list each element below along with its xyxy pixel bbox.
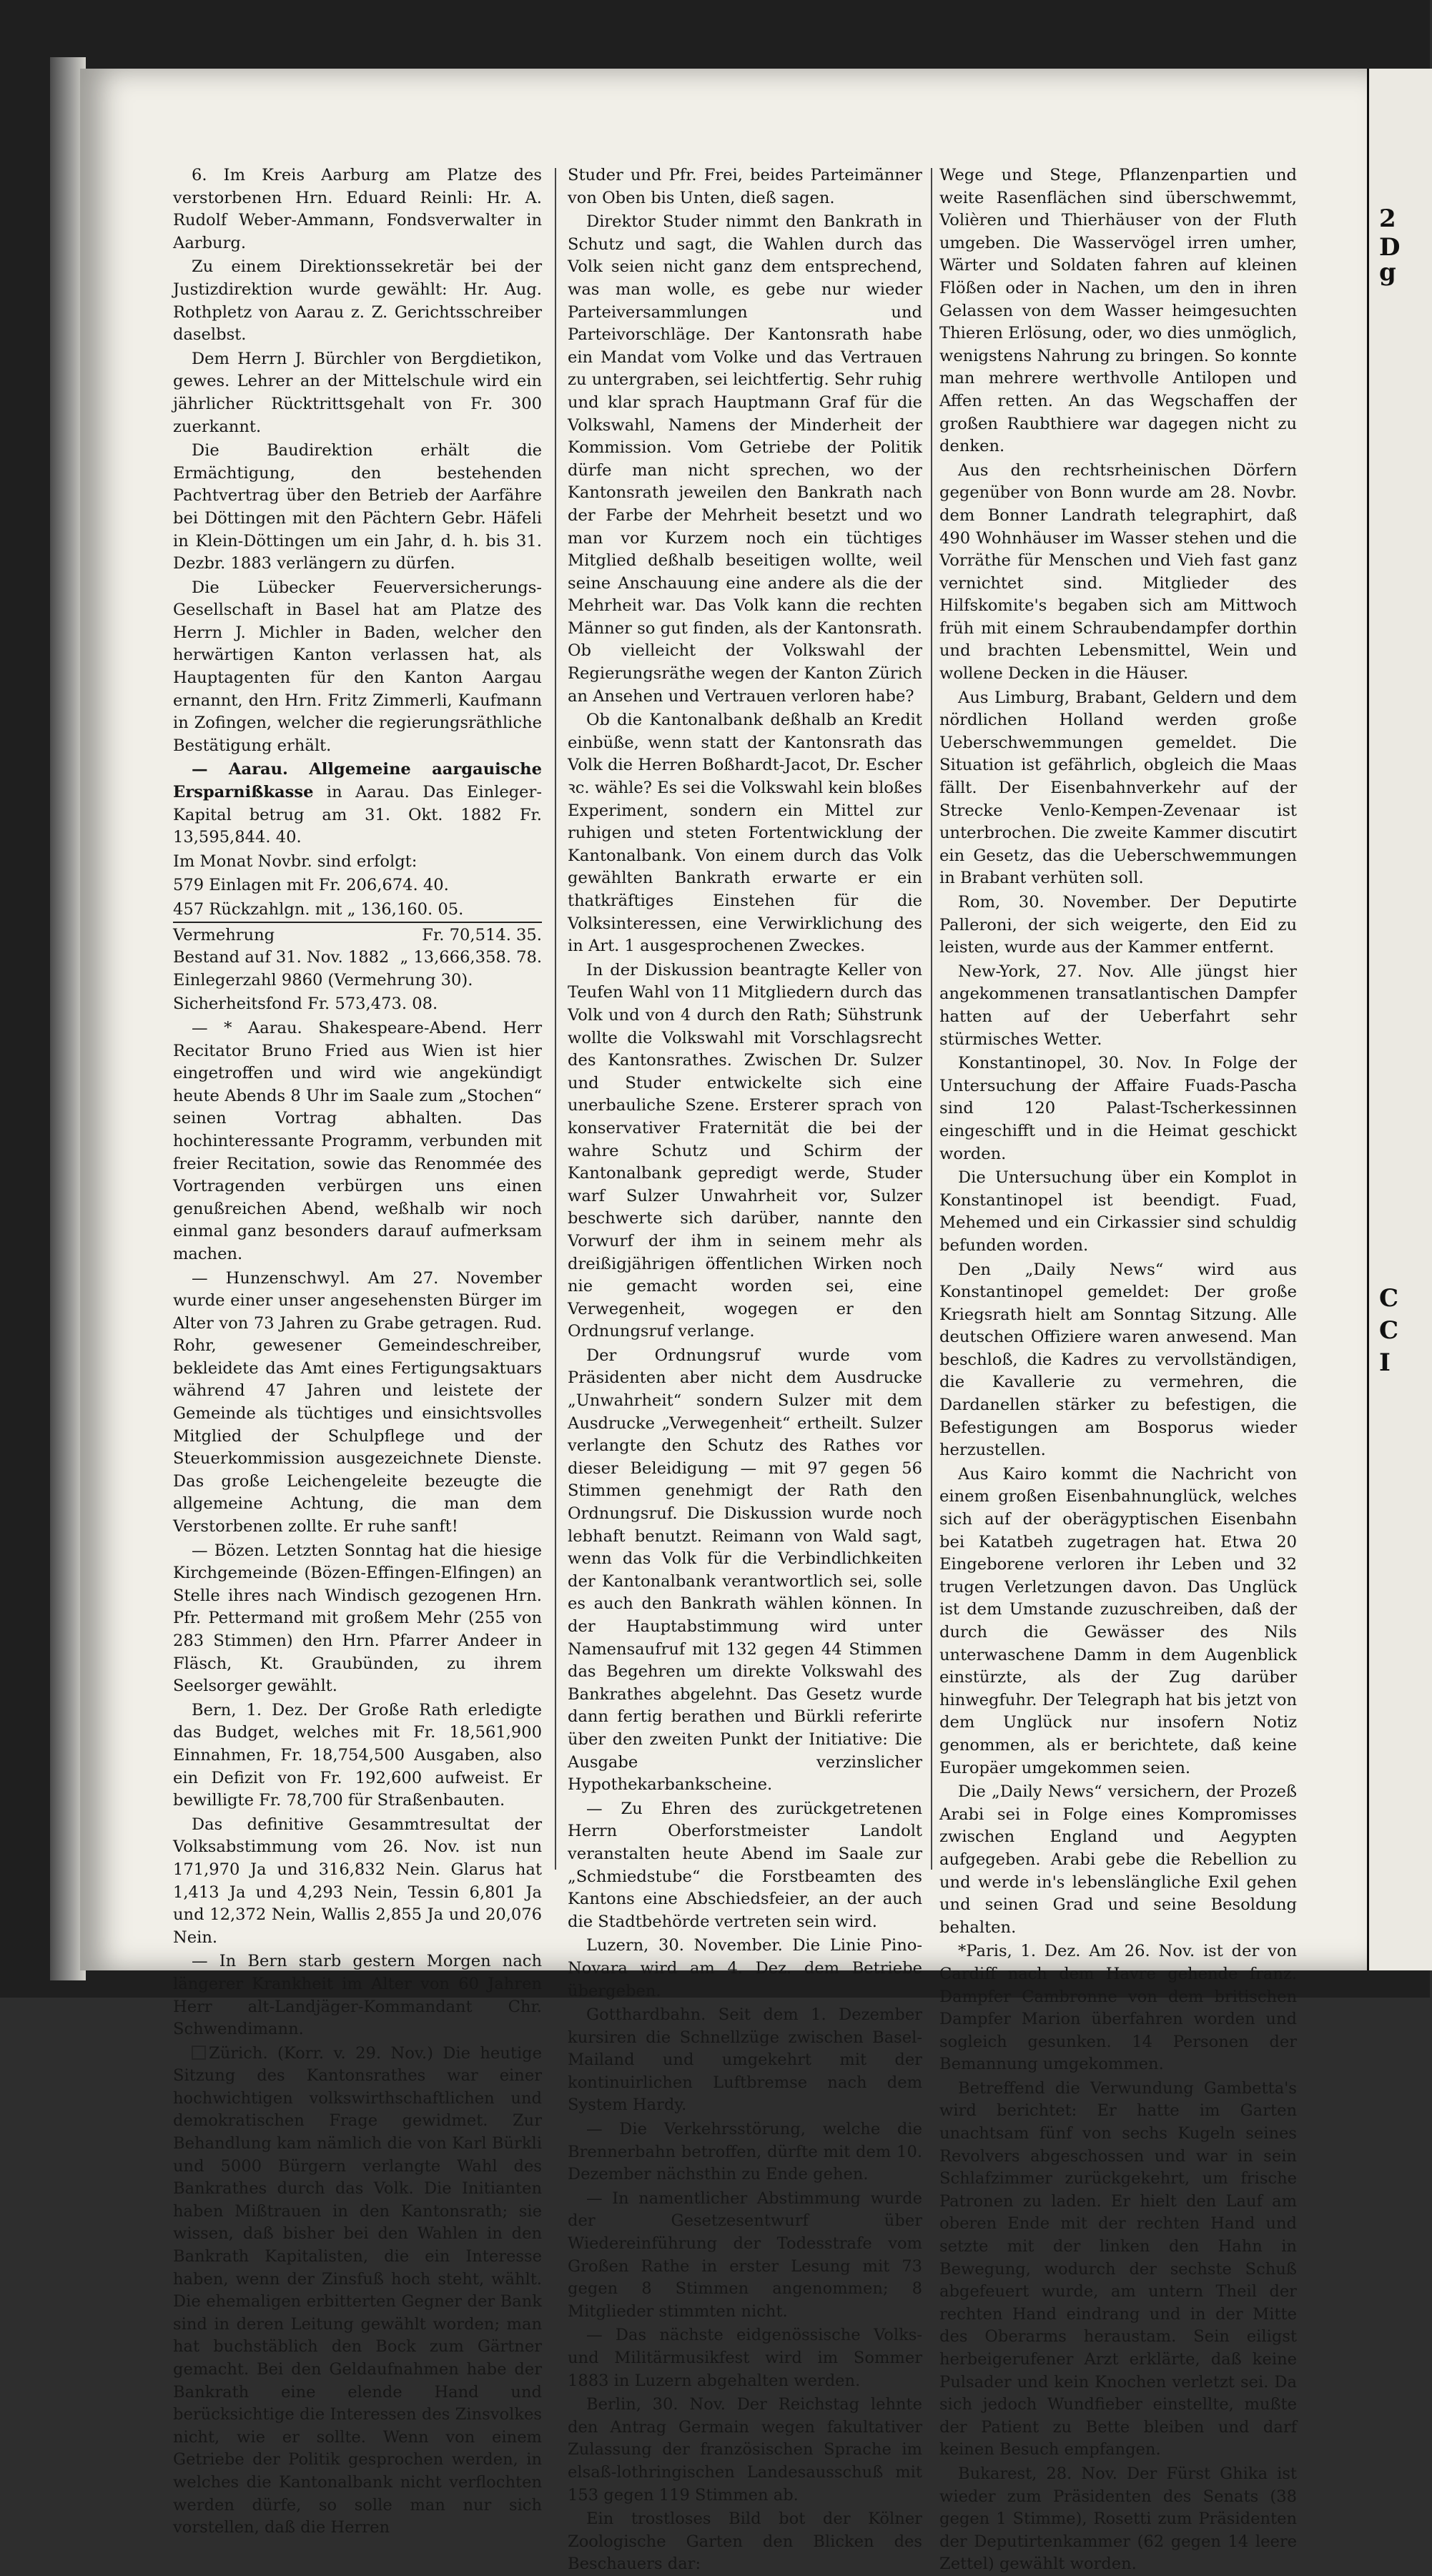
article-paragraph: Betreffend die Verwundung Gambetta's wird berichtet: Er hatte im Garten unachtsam fünf von sechs Kugeln seines Revolvers abgeschossen und war in sein Schlafzimmer zurückgekehrt, um frische Patronen zu laden. Er hielt den Lauf am oberen Ende mit der rechten Hand und setzte mit der linken den Hahn in Bewegung, wodurch der sechste Schuß abgefeuert wurde, am untern Theil der rechten Hand eindrang und in der Mitte des Oberarms heraustam. Sein eiligst herbeigerufener Arzt erklärte, daß keine Pulsader und kein Knochen verletzt sei. Da sich jedoch Wundfieber einstellte, mußte der Patient zu Bette bleiben und darf keinen Besuch empfangen. xyxy=(939,2078,1297,2459)
article-paragraph: New-York, 27. Nov. Alle jüngst hier angekommenen transatlantischen Dampfer hatten auf der Ueberfahrt sehr stürmisches Wetter. xyxy=(939,962,1297,1049)
article-paragraph: Dem Herrn J. Bürchler von Bergdietikon, gewes. Lehrer an der Mittelschule wird ein jährlicher Rücktrittsgehalt von Fr. 300 zuerkannt. xyxy=(173,349,542,436)
article-paragraph: — Die Verkehrsstörung, welche die Brennerbahn betroffen, dürfte mit dem 10. Dezember nächsthin zu Ende gehen. xyxy=(568,2120,922,2184)
article-paragraph: Rom, 30. November. Der Deputirte Palleroni, der sich weigerte, den Eid zu leisten, wurde aus der Kammer entfernt. xyxy=(939,893,1297,957)
article-text: Zürich. (Korr. v. 29. Nov.) Die heutige Sitzung des Kantonsrathes war einer hochwichtigen volkswirthschaftlichen und demokratischen Frage gewidmet. Zur Behandlung kam nämlich die von Karl Bürkli und 5000 Bürgern verlangte Wahl des Bankrathes durch das Volk. Die Initianten haben Mißtrauen in den Kantonsrath; sie wissen, daß bisher bei den Wahlen in den Bankrath Kapitalisten, die ein Interesse haben, wenn der Zinsfuß hoch steht, wählt. Die ehemaligen erbitterten Gegner der Bank sind in deren Leitung gewählt worden; man hat buchstäblich den Bock zum Gärtner gemacht. Bei den Geldaufnahmen habe der Bankrath eine elende Hand und berücksichtige die Interessen des Zinsvolkes nicht, wie er sollte. Wenn von einem Getriebe der Politik gesprochen werden, in welches die Kantonalbank nicht verflochten werden dürfe, so solle man nur sich vorstellen, daß die Herren xyxy=(173,2043,542,2537)
article-paragraph: — * Aarau. Shakespeare-Abend. Herr Recitator Bruno Fried aus Wien ist hier eingetroffen und wird wie angekündigt heute Abends 8 Uhr im Saale zum „Stochen“ seinen Vortrag abhalten. Das hochinteressante Programm, verbunden mit freier Recitation, sowie das Renommée des Vortragenden verbürgen uns einen genußreichen Abend, weßhalb wir noch einmal ganz besonders darauf aufmerksam machen. xyxy=(173,1018,542,1263)
savings-report xyxy=(173,759,542,849)
column-rule xyxy=(555,168,556,1870)
article-paragraph: *Paris, 1. Dez. Am 26. Nov. ist der von Cardiff nach dem Havre gehende franz. Dampfer Cambronne von dem britischen Dampfer Marion überfahren worden und sogleich gesunken. 14 Personen der Bemannung umgekommen. xyxy=(939,1942,1297,2074)
article-paragraph: Zu einem Direktionssekretär bei der Justizdirektion wurde gewählt: Hr. Aug. Rothpletz von Aarau z. Z. Gerichtsschreiber daselbst. xyxy=(173,257,542,345)
article-paragraph: Bukarest, 28. Nov. Der Fürst Ghika ist wieder zum Präsidenten des Senats (38 gegen 1 Stimme), Rosetti zum Präsidenten der Deputirtenkammer (62 gegen 14 leere Zettel) gewählt worden. xyxy=(939,2464,1297,2574)
article-paragraph: Die Lübecker Feuerversicherungs-Gesellschaft in Basel hat am Platze des Herrn J. Michler in Baden, welcher den herwärtigen Kanton verlassen hat, als Hauptagenten für den Kanton Aargau ernannt, den Hrn. Fritz Zimmerli, Kaufmann in Zofingen, welcher die regierungsräthliche Bestätigung erhält. xyxy=(173,578,542,755)
article-paragraph: Luzern, 30. November. Die Linie Pino-Novara wird am 4. Dez. dem Betriebe übergeben. xyxy=(568,1936,922,2000)
savings-row xyxy=(173,947,542,969)
section-box-icon xyxy=(192,2045,206,2060)
article-paragraph: 6. Im Kreis Aarburg am Platze des verstorbenen Hrn. Eduard Reinli: Hr. A. Rudolf Weber-Ammann, Fondsverwalter in Aarburg. xyxy=(173,166,542,252)
article-paragraph: — Hunzenschwyl. Am 27. November wurde einer unser angesehensten Bürger im Alter von 73 Jahren zu Grabe getragen. Rud. Rohr, gewesener Gemeindeschreiber, bekleidete das Amt eines Fertigungsaktuars während 47 Jahren und leistete der Gemeinde als tüchtiges und einsichtsvolles Mitglied der Schulpflege und der Steuerkommission ausgezeichnete Dienste. Das große Leichengeleite bezeugte die allgemeine Achtung, die man dem Verstorbenen zollte. Er ruhe sanft! xyxy=(173,1268,542,1536)
savings-subhead: Im Monat Novbr. sind erfolgt: xyxy=(173,852,418,871)
article-paragraph: Ob die Kantonalbank deßhalb an Kredit einbüße, wenn statt der Kantonsrath das Volk die Herren Boßhardt-Jacot, Dr. Escher ꝛc. wähle? Es sei die Volkswahl kein bloßes Experiment, sondern ein Mittel zur ruhigen und steten Fortentwicklung der Kantonalbank. Von einem durch das Volk gewählten Bankrath erwarte er ein thatkräftiges Einstehen für die Volksinteressen, eine Verwirklichung des in Art. 1 ausgesprochenen Zweckes. xyxy=(568,711,922,956)
savings-value: Fr. 13,595,844. 40. xyxy=(173,805,542,847)
article-paragraph: Die Untersuchung über ein Komplot in Konstantinopel ist beendigt. Fuad, Mehemed und ein Cirkassier sind schuldig befunden worden. xyxy=(939,1168,1297,1255)
article-paragraph: Bern, 1. Dez. Der Große Rath erledigte das Budget, welches mit Fr. 18,561,900 Einnahmen, Fr. 18,754,500 Ausgaben, also ein Defizit von Fr. 192,600 aufweist. Er bewilligte Fr. 78,700 für Straßenbauten. xyxy=(173,1700,542,1810)
adjacent-page-strip: 2 D g C C I xyxy=(1367,69,1432,1970)
savings-heading: — Aarau. Allgemeine aargauische Ersparnißkasse xyxy=(173,760,542,802)
article-paragraph: Konstantinopel, 30. Nov. In Folge der Untersuchung der Affaire Fuads-Pascha sind 120 Palast-Tscherkessinnen eingeschifft und in die Heimat geschickt worden. xyxy=(939,1054,1297,1163)
article-paragraph: Aus den rechtsrheinischen Dörfern gegenüber von Bonn wurde am 28. Novbr. dem Bonner Landrath telegraphirt, daß 490 Wohnhäuser im Wasser stehen und die Vorräthe für Menschen und Vieh fast ganz vernichtet sind. Mitglieder des Hilfskomite's begaben sich am Mittwoch früh mit einem Schraubendampfer dorthin und brachten Lebensmittel, Wein und wollene Decken in die Häuser. xyxy=(939,460,1297,684)
article-paragraph: Studer und Pfr. Frei, beides Parteimänner von Oben bis Unten, dieß sagen. xyxy=(568,166,922,207)
column-1 xyxy=(173,164,542,2537)
article-paragraph: Direktor Studer nimmt den Bankrath in Schutz und sagt, die Wahlen durch das Volk seien nicht ganz dem entsprechend, was man wolle, es gebe nur wieder Parteiversammlungen und Parteivorschläge. Der Kantonsrath habe ein Mandat vom Volke und das Vertrauen zu untergraben, sei leichtfertig. Sehr ruhig und klar sprach Hauptmann Graf für die Volkswahl, Namens der Minderheit der Kommission. Vom Getriebe der Politik dürfe man nicht sprechen, wo der Kantonsrath jeweilen den Bankrath nach der Farbe der Mehrheit besetzt und wo man vor Kurzem noch ein tüchtiges Mitglied deßhalb beseitigen wollte, weil seine Anschauung eine andere als die der Mehrheit war. Das Volk kann die rechten Männer so gut finden, als der Kantonsrath. Ob vielleicht der Volkswahl der Regierungsräthe wegen der Kanton Zürich an Ansehen und Vertrauen verloren habe? xyxy=(568,212,922,706)
column-rule xyxy=(931,168,932,1870)
article-paragraph: Den „Daily News“ wird aus Konstantinopel gemeldet: Der große Kriegsrath hielt am Sonntag Sitzung. Alle deutschen Offiziere waren anwesend. Man beschloß, die Kadres zu vervollständigen, die Kavallerie zu vermehren, die Dardanellen stärker zu befestigen, die Befestigungen am Bosporus wieder herzustellen. xyxy=(939,1260,1297,1460)
savings-line: 579 Einlagen mit Fr. 206,674. 40. xyxy=(173,876,449,895)
savings-line: Sicherheitsfond Fr. 573,473. 08. xyxy=(173,995,438,1014)
column-2 xyxy=(568,164,922,2574)
article-paragraph: In der Diskussion beantragte Keller von Teufen Wahl von 11 Mitgliedern durch das Volk und von 4 durch den Rath; Sühstrunk wollte die Volkswahl mit Vorschlagsrecht des Kantonsrathes. Zwischen Dr. Sulzer und Studer entwickelte sich eine unerbauliche Szene. Ersterer sprach von konservativer Fraternität die bei der wahre Schutz und Schirm der Kantonalbank gepredigt werde, Studer warf Sulzer Unwahrheit vor, Sulzer beschwerte sich darüber, nannte den Vorwurf der ihm in seinem mehr als dreißigjährigen öffentlichen Wirken noch nie gemacht worden sei, eine Verwegenheit, wogegen er den Ordnungsruf verlange. xyxy=(568,960,922,1341)
savings-value: „ 13,666,358. 78. xyxy=(400,948,542,967)
article-paragraph: Ein trostloses Bild bot der Kölner Zoologische Garten den Blicken des Beschauers dar: xyxy=(568,2510,922,2574)
zurich-report xyxy=(173,2043,542,2540)
savings-label: Bestand auf 31. Nov. 1882 xyxy=(173,948,390,967)
savings-line: Einlegerzahl 9860 (Vermehrung 30). xyxy=(173,970,473,990)
savings-row xyxy=(173,924,542,947)
savings-text: in Aarau. Das Einleger-Kapital betrug am 31. Okt. 1882 xyxy=(173,783,542,824)
article-paragraph: — Bözen. Letzten Sonntag hat die hiesige Kirchgemeinde (Bözen-Effingen-Elfingen) an Stelle ihres nach Windisch gezogenen Hrn. Pfr. Pettermand mit großem Mehr (255 von 283 Stimmen) den Hrn. Pfarrer Andeer in Fläsch, Kt. Graubünden, zu ihrem Seelsorger gewählt. xyxy=(173,1541,542,1696)
article-paragraph: Aus Limburg, Brabant, Geldern und dem nördlichen Holland werden große Ueberschwemmungen gemeldet. Die Situation ist gefährlich, obgleich die Maas fällt. Der Eisenbahnverkehr auf der Strecke Venlo-Kempen-Zevenaar ist unterbrochen. Die zweite Kammer discutirt ein Gesetz, das die Ueberschwemmungen in Brabant verhüten soll. xyxy=(939,688,1297,888)
article-paragraph: Aus Kairo kommt die Nachricht von einem großen Eisenbahnunglück, welches sich auf der oberägyptischen Eisenbahn bei Katatbeh zugetragen hat. Etwa 20 Eingeborene verloren ihr Leben und 32 trugen Verletzungen davon. Das Unglück ist dem Umstande zuzuschreiben, daß der durch die Gewässer des Nils unterwaschene Damm in dem Augenblick einstürzte, als der Zug darüber hinwegfuhr. Der Telegraph hat bis jetzt von dem Unglück nur insofern Notiz genommen, als er berichtete, daß keine Europäer umgekommen seien. xyxy=(939,1464,1297,1777)
article-paragraph: Die Baudirektion erhält die Ermächtigung, den bestehenden Pachtvertrag über den Betrieb der Aarfähre bei Döttingen mit den Pächtern Gebr. Häfeli in Klein-Döttingen um ein Jahr, d. h. bis 31. Dezbr. 1883 verlängern zu dürfen. xyxy=(173,441,542,573)
article-paragraph: Der Ordnungsruf wurde vom Präsidenten aber nicht dem Ausdrucke „Unwahrheit“ sondern Sulzer mit dem Ausdrucke „Verwegenheit“ ertheilt. Sulzer verlangte den Schutz des Rathes vor dieser Beleidigung — mit 97 gegen 56 Stimmen genehmigt der Rath den Ordnungsruf. Die Diskussion wurde noch lebhaft benutzt. Reimann von Wald sagt, wenn das Volk für die Verbindlichkeiten der Kantonalbank verantwortlich sei, solle es auch den Bankrath wählen können. In der Hauptabstimmung wird unter Namensaufruf mit 132 gegen 44 Stimmen das Begehren um direkte Volkswahl des Bankrathes abgelehnt. Das Gesetz wurde dann fertig berathen und Bürkli referirte über den zweiten Punkt der Initiative: Die Ausgabe verzinslicher Hypothekarbankscheine. xyxy=(568,1346,922,1795)
article-paragraph: Berlin, 30. Nov. Der Reichstag lehnte den Antrag Germain wegen fakultativer Zulassung der französischen Sprache im elsaß-lothringischen Landesausschuß mit 153 gegen 119 Stimmen ab. xyxy=(568,2395,922,2505)
article-paragraph: — Zu Ehren des zurückgetretenen Herrn Oberforstmeister Landolt veranstalten heute Abend im Saale zur „Schmiedstube“ die Forstbeamten des Kantons eine Abschiedsfeier, an der auch die Stadtbehörde vertreten sein wird. xyxy=(568,1799,922,1931)
article-paragraph: Die „Daily News“ versichern, der Prozeß Arabi sei in Folge eines Kompromisses zwischen England und Aegypten aufgegeben. Arabi gebe die Rebellion zu und werde in's lebenslängliche Exil gehen und seinen Grad und seine Besoldung behalten. xyxy=(939,1782,1297,1937)
column-3 xyxy=(939,164,1297,2574)
savings-label: Vermehrung xyxy=(173,925,275,944)
article-paragraph: Das definitive Gesammtresultat der Volksabstimmung vom 26. Nov. ist nun 171,970 Ja und 316,832 Nein. Glarus hat 1,413 Ja und 4,293 Nein, Tessin 6,801 Ja und 12,372 Nein, Wallis 2,855 Ja und 20,076 Nein. xyxy=(173,1815,542,1947)
savings-value: Fr. 70,514. 35. xyxy=(422,925,542,944)
article-paragraph: — In Bern starb gestern Morgen nach längerer Krankheit im Alter von 60 Jahren Herr alt-Landjäger-Kommandant Chr. Schwendimann. xyxy=(173,1952,542,2039)
article-paragraph: — In namentlicher Abstimmung wurde der Gesetzesentwurf über Wiedereinführung der Todesstrafe vom Großen Rathe in erster Lesung mit 73 gegen 8 Stimmen angenommen; 8 Mitglieder stimmten nicht. xyxy=(568,2188,922,2321)
article-paragraph: Wege und Stege, Pflanzenpartien und weite Rasenflächen sind überschwemmt, Volièren und Thierhäuser von der Fluth umgeben. Die Wasservögel irren umher, Wärter und Soldaten fahren auf kleinen Flößen oder in Nachen, um den in ihren Gelassen von dem Wasser heimgesuchten Thieren Erlösung, oder, wo dies unmöglich, wenigstens Nahrung zu bringen. So konnte man mehrere werthvolle Antilopen und Affen retten. An das Wegschaffen der großen Raubthiere war dagegen nicht zu denken. xyxy=(939,166,1297,456)
savings-line: 457 Rückzahlgn. mit „ 136,160. 05. xyxy=(173,899,542,923)
article-paragraph: — Das nächste eidgenössische Volks- und Militärmusikfest wird im Sommer 1883 in Luzern abgehalten werden. xyxy=(568,2326,922,2390)
article-paragraph: Gotthardbahn. Seit dem 1. Dezember kursiren die Schnellzüge zwischen Basel-Mailand und umgekehrt mit der kontinuirlichen Luftbremse nach dem System Hardy. xyxy=(568,2005,922,2115)
